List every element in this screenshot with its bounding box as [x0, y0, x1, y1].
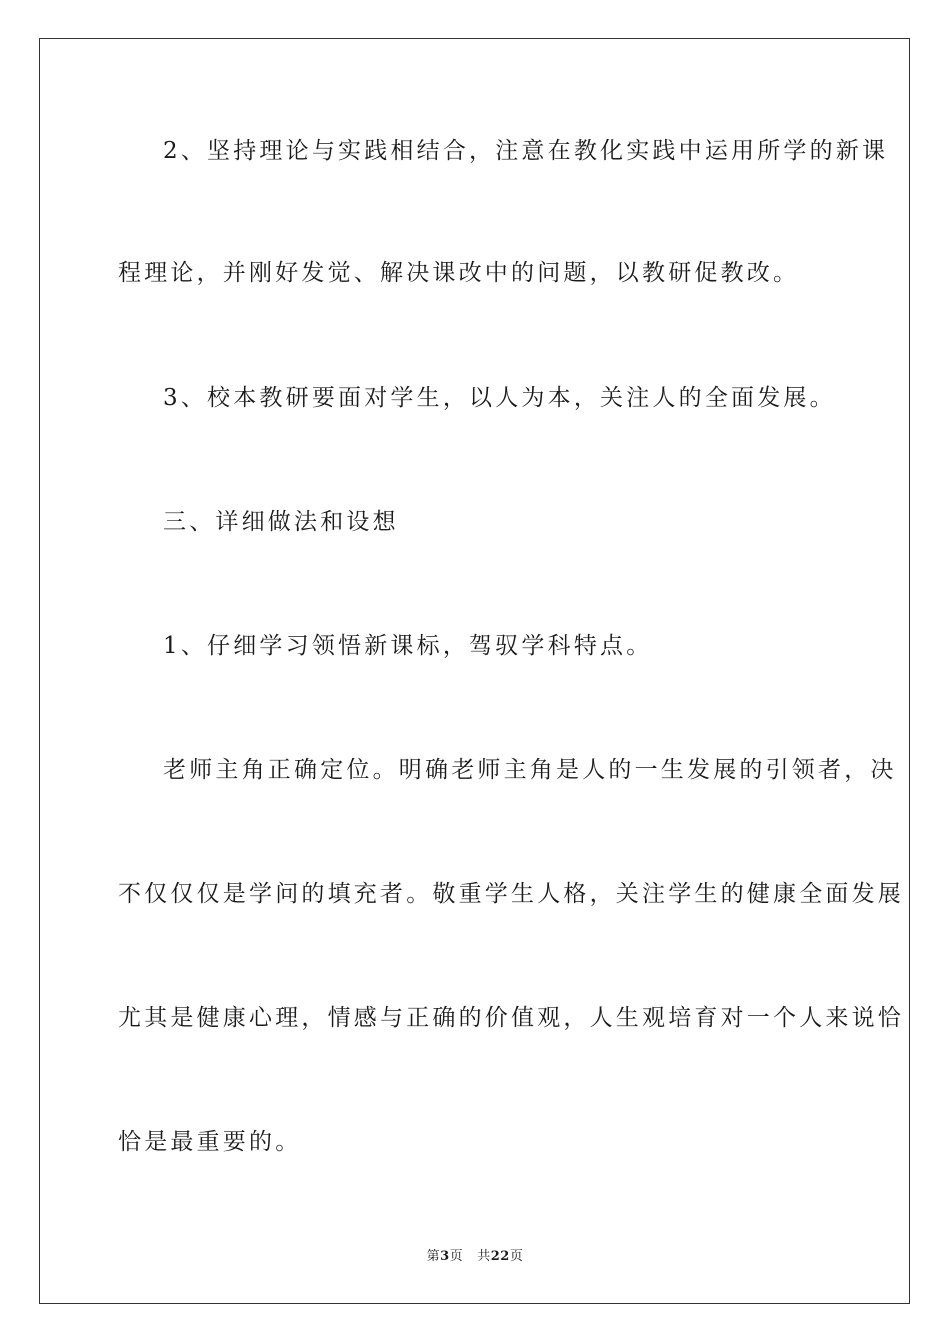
page-number: 3	[440, 1249, 450, 1264]
paragraph-line-6: 老师主角正确定位。明确老师主角是人的一生发展的引领者，决	[163, 757, 897, 783]
page-footer	[0, 1245, 950, 1264]
total-suffix: 页	[509, 1249, 524, 1264]
paragraph-line-9: 恰是最重要的。	[118, 1129, 302, 1155]
page-prefix: 第	[426, 1249, 441, 1264]
section-heading: 三、详细做法和设想	[163, 509, 399, 535]
total-prefix: 共	[477, 1249, 491, 1264]
paragraph-line-5: 1、仔细学习领悟新课标，驾驭学科特点。	[163, 633, 653, 659]
page-suffix: 页	[449, 1249, 464, 1264]
paragraph-line-2: 程理论，并刚好发觉、解决课改中的问题，以教研促教改。	[118, 260, 800, 286]
paragraph-line-7: 不仅仅仅是学问的填充者。敬重学生人格，关注学生的健康全面发展	[118, 881, 904, 907]
page-border	[39, 38, 910, 1304]
paragraph-line-1: 2、坚持理论与实践相结合，注意在教化实践中运用所学的新课	[163, 138, 889, 164]
paragraph-line-3: 3、校本教研要面对学生，以人为本，关注人的全面发展。	[163, 385, 836, 411]
total-pages: 22	[490, 1249, 510, 1264]
paragraph-line-8: 尤其是健康心理，情感与正确的价值观，人生观培育对一个人来说恰	[118, 1005, 904, 1031]
